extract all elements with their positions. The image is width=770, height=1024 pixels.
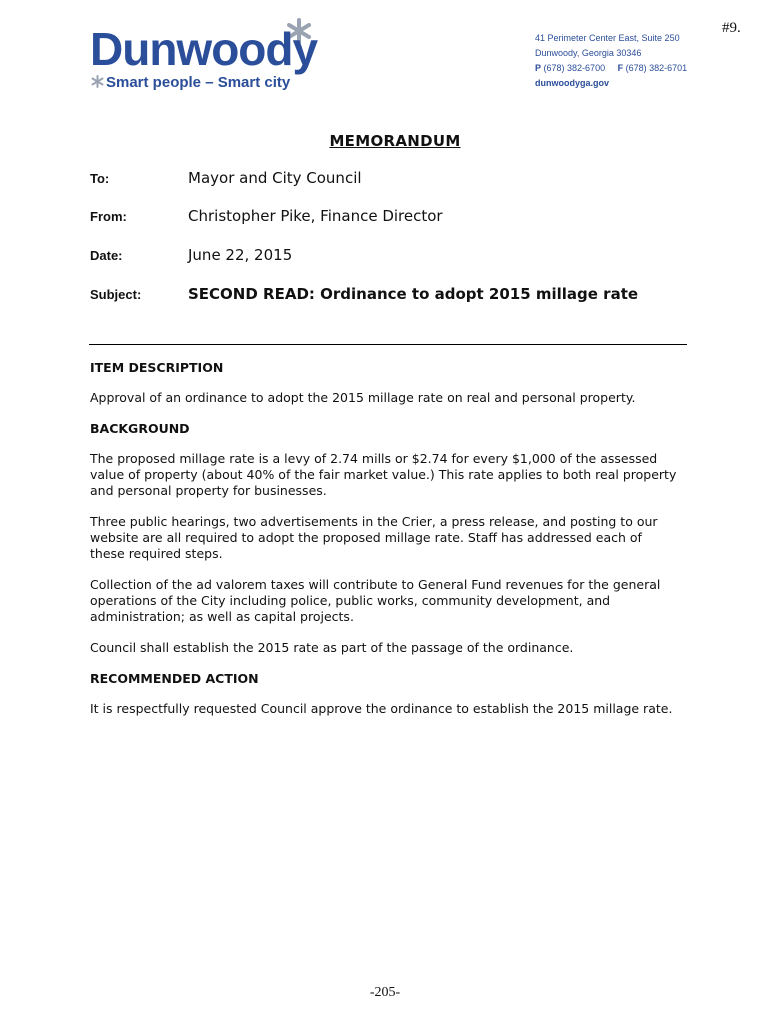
background-paragraph: Council shall establish the 2015 rate as part of the passage of the ordinance. [90,640,574,655]
logo-wordmark: Dunwoody [90,23,318,75]
to-value: Mayor and City Council [188,169,362,187]
background-heading: BACKGROUND [90,421,190,436]
recommended-action-text: It is respectfully requested Council approve the ordinance to establish the 2015 millage rate. [90,701,673,716]
memo-title: MEMORANDUM [329,132,461,150]
dunwoody-logo [90,18,330,98]
small-asterisk-icon [91,75,104,88]
page-number: -205- [369,985,401,1000]
recommended-action-heading: RECOMMENDED ACTION [90,671,259,686]
background-paragraph: Three public hearings, two advertisements in the Crier, a press release, and posting to our website are all required to adopt the proposed millage rate. Staff has addressed each of these required steps. [90,514,658,561]
address-line-1: 41 Perimeter Center East, Suite 250 [535,33,680,43]
letterhead-address [535,31,687,91]
header-divider [89,344,687,345]
item-description-text: Approval of an ordinance to adopt the 2015 millage rate on real and personal property. [90,390,636,405]
memo-body [90,360,680,732]
address-line-2: Dunwoody, Georgia 30346 [535,48,642,58]
fax-label: F [617,63,624,73]
background-paragraph: The proposed millage rate is a levy of 2.74 mills or $2.74 for every $1,000 of the assessed value of property (about 40% of the fair market value.) This rate applies to both real property and personal property for businesses. [90,451,677,498]
subject-label: Subject: [90,287,142,302]
page-marker: #9. [722,20,741,36]
subject-value: SECOND READ: Ordinance to adopt 2015 millage rate [188,285,639,303]
from-label: From: [90,209,127,224]
website-link[interactable]: dunwoodyga.gov [535,78,609,88]
phone-number: (678) 382-6700 [543,63,606,73]
contact-line [535,61,687,76]
fax-number: (678) 382-6701 [625,63,688,73]
logo-tagline: Smart people – Smart city [106,74,291,91]
item-description-heading: ITEM DESCRIPTION [90,360,224,375]
background-paragraph: Collection of the ad valorem taxes will contribute to General Fund revenues for the general operations of the City including police, public works, community development, and administration; as well as capital projects. [90,577,661,624]
date-value: June 22, 2015 [188,246,293,264]
to-label: To: [90,171,110,186]
from-value: Christopher Pike, Finance Director [188,207,443,225]
phone-label: P [535,63,542,73]
date-label: Date: [90,248,123,263]
